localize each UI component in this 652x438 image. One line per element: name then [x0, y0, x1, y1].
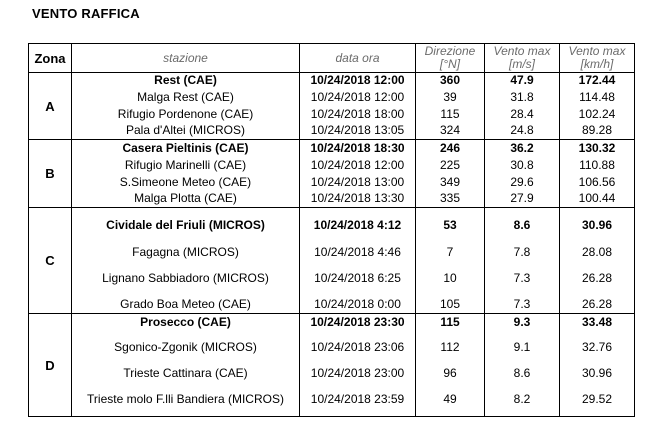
station-cell: Cividale del Friuli (MICROS)	[72, 208, 300, 244]
table-row	[29, 261, 635, 297]
station-cell: Lignano Sabbiadoro (MICROS)	[72, 261, 300, 297]
wind-ms-cell: 31.8	[485, 89, 560, 106]
datetime-cell: 10/24/2018 23:00	[300, 365, 416, 383]
station-cell: Rest (CAE)	[72, 73, 300, 89]
wind-kmh-cell: 26.28	[560, 297, 635, 314]
wind-kmh-cell: 102.24	[560, 106, 635, 123]
table-row	[29, 106, 635, 123]
datetime-cell: 10/24/2018 12:00	[300, 89, 416, 106]
datetime-cell: 10/24/2018 0:00	[300, 297, 416, 314]
station-cell: Malga Plotta (CAE)	[72, 191, 300, 208]
zone-label: B	[29, 140, 72, 208]
wind-kmh-cell: 100.44	[560, 191, 635, 208]
direction-cell: 49	[416, 383, 485, 417]
direction-cell: 115	[416, 106, 485, 123]
wind-gust-table	[28, 43, 635, 417]
direction-cell: 10	[416, 261, 485, 297]
wind-kmh-cell: 110.88	[560, 157, 635, 174]
datetime-cell: 10/24/2018 23:06	[300, 331, 416, 365]
wind-ms-cell: 7.3	[485, 297, 560, 314]
wind-ms-cell: 9.3	[485, 314, 560, 331]
wind-kmh-cell: 29.52	[560, 383, 635, 417]
station-cell: Casera Pieltinis (CAE)	[72, 140, 300, 157]
direction-cell: 324	[416, 123, 485, 140]
station-cell: Prosecco (CAE)	[72, 314, 300, 331]
wind-kmh-cell: 30.96	[560, 365, 635, 383]
direction-cell: 96	[416, 365, 485, 383]
header-direzione-unit: [°N]	[439, 57, 461, 71]
datetime-cell: 10/24/2018 12:00	[300, 73, 416, 89]
header-zona: Zona	[29, 44, 72, 73]
header-vento-kmh-unit: [km/h]	[580, 57, 614, 71]
table-body	[29, 73, 635, 417]
table-row	[29, 89, 635, 106]
direction-cell: 105	[416, 297, 485, 314]
direction-cell: 246	[416, 140, 485, 157]
table-row	[29, 123, 635, 140]
wind-ms-cell: 27.9	[485, 191, 560, 208]
wind-ms-cell: 7.3	[485, 261, 560, 297]
header-row	[29, 44, 635, 73]
wind-ms-cell: 47.9	[485, 73, 560, 89]
direction-cell: 225	[416, 157, 485, 174]
header-vento-ms-unit: [m/s]	[509, 57, 535, 71]
direction-cell: 39	[416, 89, 485, 106]
wind-ms-cell: 8.6	[485, 208, 560, 244]
station-cell: Fagagna (MICROS)	[72, 244, 300, 261]
datetime-cell: 10/24/2018 23:30	[300, 314, 416, 331]
datetime-cell: 10/24/2018 18:30	[300, 140, 416, 157]
table-row	[29, 157, 635, 174]
header-vento-kmh	[560, 44, 635, 73]
wind-kmh-cell: 114.48	[560, 89, 635, 106]
datetime-cell: 10/24/2018 6:25	[300, 261, 416, 297]
header-data-ora: data ora	[300, 44, 416, 73]
wind-kmh-cell: 32.76	[560, 331, 635, 365]
wind-ms-cell: 7.8	[485, 244, 560, 261]
direction-cell: 112	[416, 331, 485, 365]
zone-label: D	[29, 314, 72, 417]
direction-cell: 53	[416, 208, 485, 244]
datetime-cell: 10/24/2018 4:46	[300, 244, 416, 261]
datetime-cell: 10/24/2018 4:12	[300, 208, 416, 244]
table-row	[29, 383, 635, 417]
wind-kmh-cell: 130.32	[560, 140, 635, 157]
header-direzione-label: Direzione	[424, 44, 476, 58]
zone-label: C	[29, 208, 72, 314]
zone-label: A	[29, 73, 72, 140]
header-vento-ms	[485, 44, 560, 73]
wind-ms-cell: 9.1	[485, 331, 560, 365]
datetime-cell: 10/24/2018 18:00	[300, 106, 416, 123]
station-cell: Rifugio Pordenone (CAE)	[72, 106, 300, 123]
header-stazione: stazione	[72, 44, 300, 73]
wind-ms-cell: 28.4	[485, 106, 560, 123]
datetime-cell: 10/24/2018 23:59	[300, 383, 416, 417]
station-cell: S.Simeone Meteo (CAE)	[72, 174, 300, 191]
direction-cell: 335	[416, 191, 485, 208]
station-cell: Grado Boa Meteo (CAE)	[72, 297, 300, 314]
table-row	[29, 174, 635, 191]
station-cell: Trieste molo F.lli Bandiera (MICROS)	[72, 383, 300, 417]
wind-ms-cell: 29.6	[485, 174, 560, 191]
datetime-cell: 10/24/2018 13:30	[300, 191, 416, 208]
direction-cell: 115	[416, 314, 485, 331]
table-row	[29, 365, 635, 383]
header-direzione	[416, 44, 485, 73]
datetime-cell: 10/24/2018 13:00	[300, 174, 416, 191]
page-title: VENTO RAFFICA	[32, 6, 140, 21]
station-cell: Sgonico-Zgonik (MICROS)	[72, 331, 300, 365]
station-cell: Malga Rest (CAE)	[72, 89, 300, 106]
wind-ms-cell: 36.2	[485, 140, 560, 157]
datetime-cell: 10/24/2018 12:00	[300, 157, 416, 174]
station-cell: Trieste Cattinara (CAE)	[72, 365, 300, 383]
table-row	[29, 244, 635, 261]
header-vento-kmh-label: Vento max	[568, 44, 626, 58]
direction-cell: 360	[416, 73, 485, 89]
station-cell: Pala d'Altei (MICROS)	[72, 123, 300, 140]
direction-cell: 349	[416, 174, 485, 191]
wind-kmh-cell: 172.44	[560, 73, 635, 89]
wind-kmh-cell: 106.56	[560, 174, 635, 191]
datetime-cell: 10/24/2018 13:05	[300, 123, 416, 140]
table-row	[29, 73, 635, 89]
wind-kmh-cell: 89.28	[560, 123, 635, 140]
table-row	[29, 140, 635, 157]
wind-kmh-cell: 28.08	[560, 244, 635, 261]
table-row	[29, 331, 635, 365]
table-row	[29, 208, 635, 244]
table-row	[29, 297, 635, 314]
header-vento-ms-label: Vento max	[493, 44, 551, 58]
table-row	[29, 191, 635, 208]
station-cell: Rifugio Marinelli (CAE)	[72, 157, 300, 174]
table-row	[29, 314, 635, 331]
wind-ms-cell: 8.6	[485, 365, 560, 383]
wind-kmh-cell: 26.28	[560, 261, 635, 297]
wind-kmh-cell: 33.48	[560, 314, 635, 331]
wind-ms-cell: 8.2	[485, 383, 560, 417]
wind-kmh-cell: 30.96	[560, 208, 635, 244]
wind-ms-cell: 30.8	[485, 157, 560, 174]
direction-cell: 7	[416, 244, 485, 261]
wind-ms-cell: 24.8	[485, 123, 560, 140]
